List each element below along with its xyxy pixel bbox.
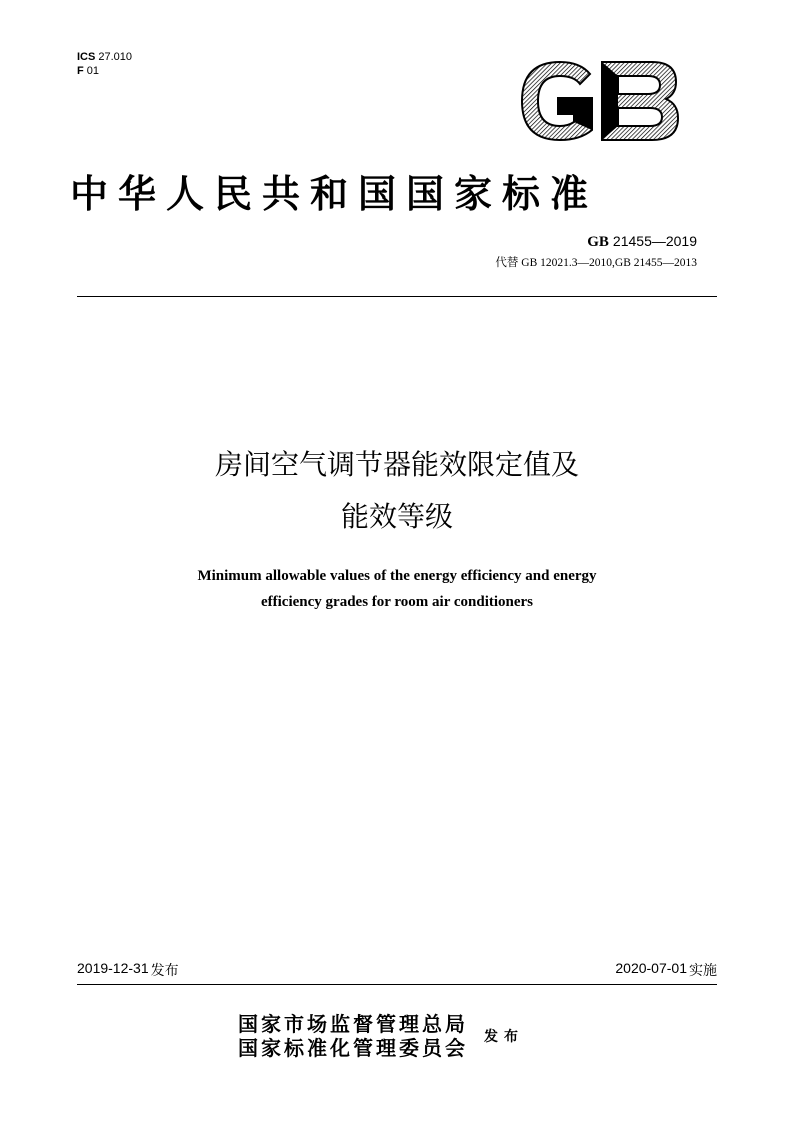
title-cn-line1: 房间空气调节器能效限定值及 bbox=[214, 448, 579, 481]
issuer-org1: 国家市场监督管理总局 bbox=[238, 1012, 468, 1036]
ccs-label: F bbox=[77, 65, 84, 77]
issue-date-block bbox=[77, 960, 179, 980]
standard-prefix: GB bbox=[587, 234, 609, 250]
issue-label: 发布 bbox=[150, 963, 179, 979]
title-cn-line2: 能效等级 bbox=[340, 500, 453, 533]
footer-divider bbox=[77, 984, 717, 985]
ccs-code: 01 bbox=[86, 65, 99, 77]
issuer-org2: 国家标准化管理委员会 bbox=[238, 1036, 468, 1060]
country-standard-title: 中华人民共和国国家标准 bbox=[70, 171, 599, 216]
title-en-line2: efficiency grades for room air conditioners bbox=[260, 594, 534, 610]
implementation-label: 实施 bbox=[689, 963, 717, 979]
ccs-row bbox=[77, 64, 132, 78]
issuer-action: 发布 bbox=[484, 1029, 524, 1045]
issue-date: 2019-12-31 bbox=[77, 960, 149, 976]
ics-code: 27.010 bbox=[98, 51, 132, 63]
gb-logo-icon bbox=[516, 60, 680, 142]
title-en-line1: Minimum allowable values of the energy efficiency and energy bbox=[197, 568, 597, 584]
implementation-date: 2020-07-01 bbox=[615, 960, 687, 976]
ics-row bbox=[77, 50, 132, 64]
header-divider bbox=[77, 296, 717, 297]
standard-number bbox=[587, 233, 697, 251]
issuing-authorities bbox=[238, 1012, 524, 1060]
ics-label: ICS bbox=[77, 51, 96, 63]
issuer-names bbox=[238, 1012, 468, 1060]
standard-code: 21455—2019 bbox=[612, 233, 697, 249]
replaces-standards: 代替 GB 12021.3—2010,GB 21455—2013 bbox=[495, 257, 697, 269]
classification-block bbox=[77, 50, 132, 78]
implementation-date-block bbox=[615, 960, 717, 980]
